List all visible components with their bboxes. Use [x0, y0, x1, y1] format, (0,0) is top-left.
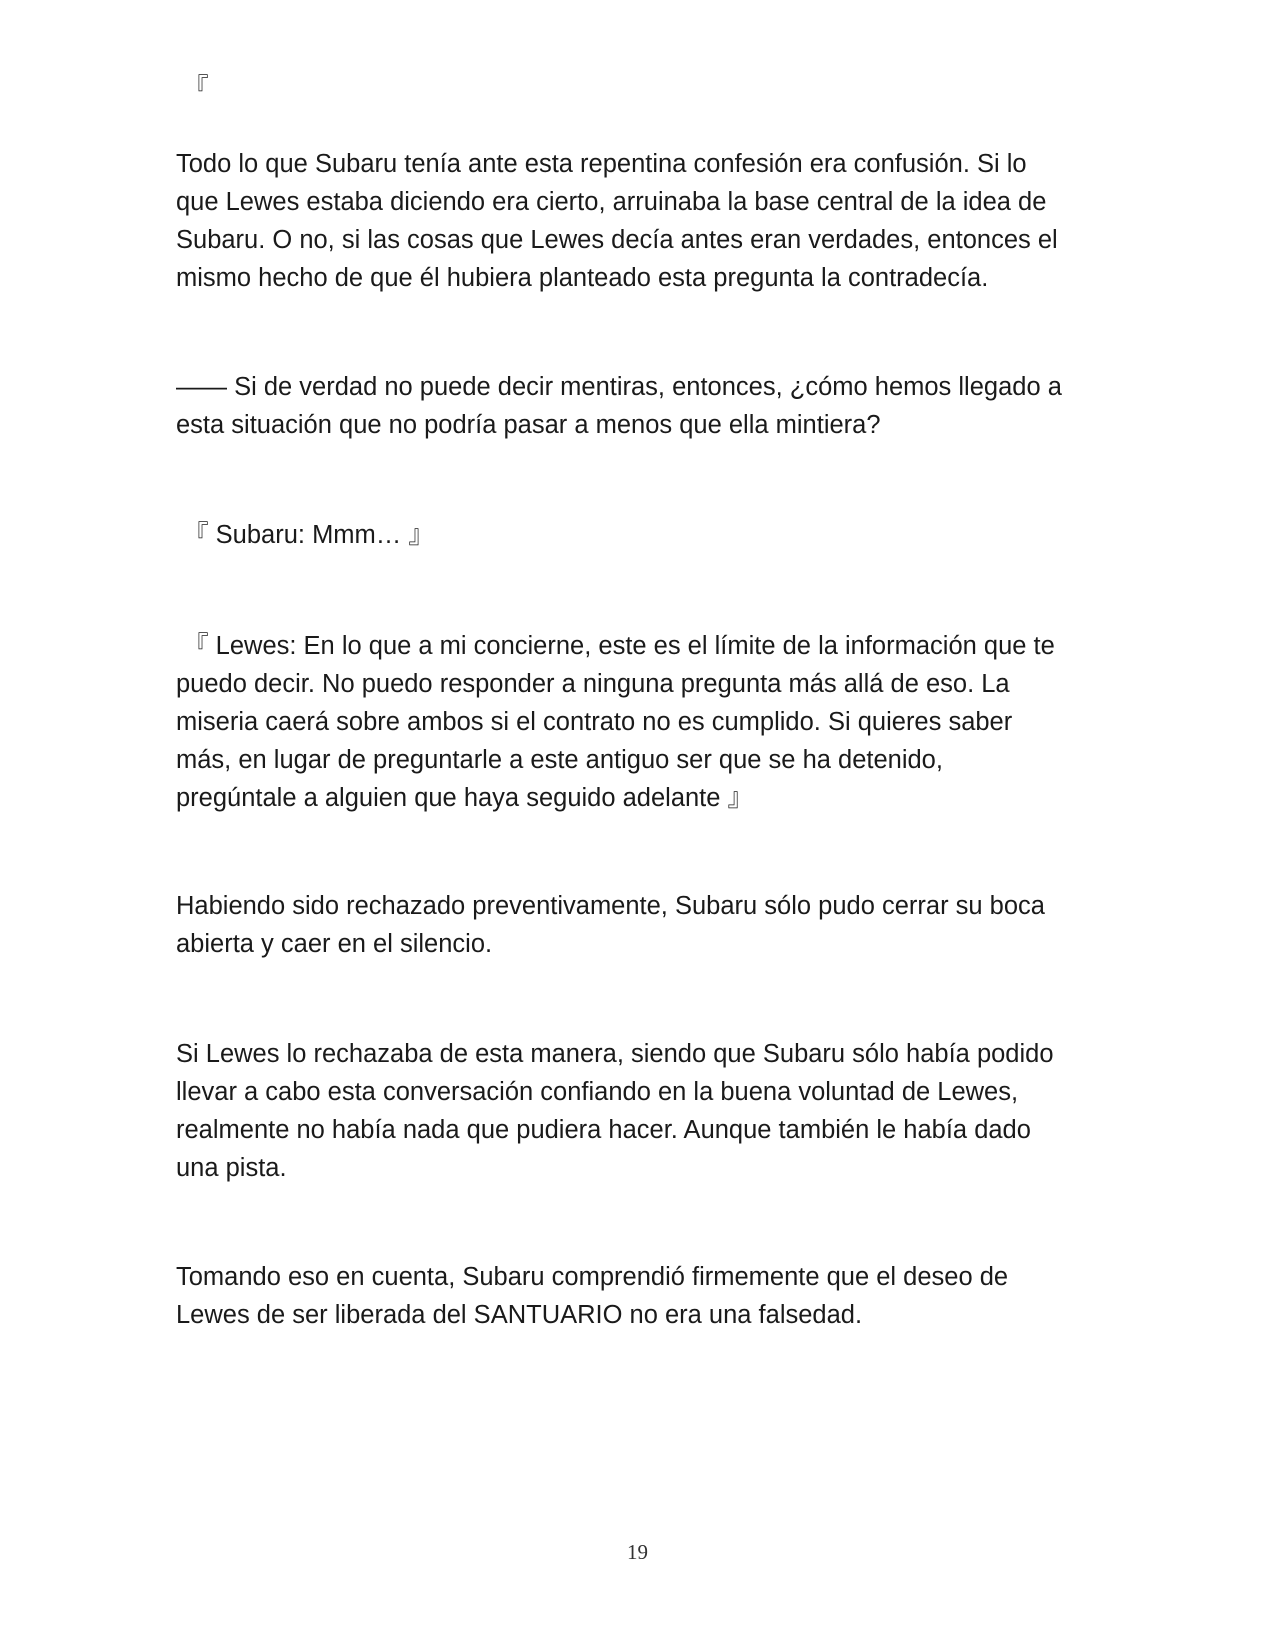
paragraph-confusion: Todo lo que Subaru tenía ante esta repentina confesión era confusión. Si lo que Lewes estaba diciendo era cierto, arruinaba la base central de la idea de Subaru. O no, si las cosas que Lewes decía antes eran verdades, entonces el mismo hecho de que él hubiera planteado esta pregunta la contradecía.	[176, 150, 1058, 292]
opening-quote-mark: 『	[176, 74, 209, 102]
paragraph-question: —— Si de verdad no puede decir mentiras, entonces, ¿cómo hemos llegado a esta situación que no podría pasar a menos que ella mintiera?	[176, 373, 1062, 439]
paragraph-sanctuary: Tomando eso en cuenta, Subaru comprendió firmemente que el deseo de Lewes de ser liberada del SANTUARIO no era una falsedad.	[176, 1263, 1009, 1329]
dialogue-subaru: 『 Subaru: Mmm… 』	[176, 521, 434, 549]
page-number: 19	[627, 1540, 648, 1564]
paragraph-goodwill: Si Lewes lo rechazaba de esta manera, siendo que Subaru sólo había podido llevar a cabo esta conversación confiando en la buena voluntad de Lewes, realmente no había nada que pudiera hacer. Aunque también le había dado una pista.	[176, 1040, 1054, 1182]
dialogue-lewes: 『 Lewes: En lo que a mi concierne, este es el límite de la información que te puedo decir. No puedo responder a ninguna pregunta más allá de eso. La miseria caerá sobre ambos si el contrato no es cumplido. Si quieres saber más, en lugar de preguntarle a este antiguo ser que se ha detenido, pregúntale a alguien que haya seguido adelante 』	[176, 632, 1055, 812]
paragraph-rejected: Habiendo sido rechazado preventivamente, Subaru sólo pudo cerrar su boca abierta y caer en el silencio.	[176, 892, 1045, 958]
